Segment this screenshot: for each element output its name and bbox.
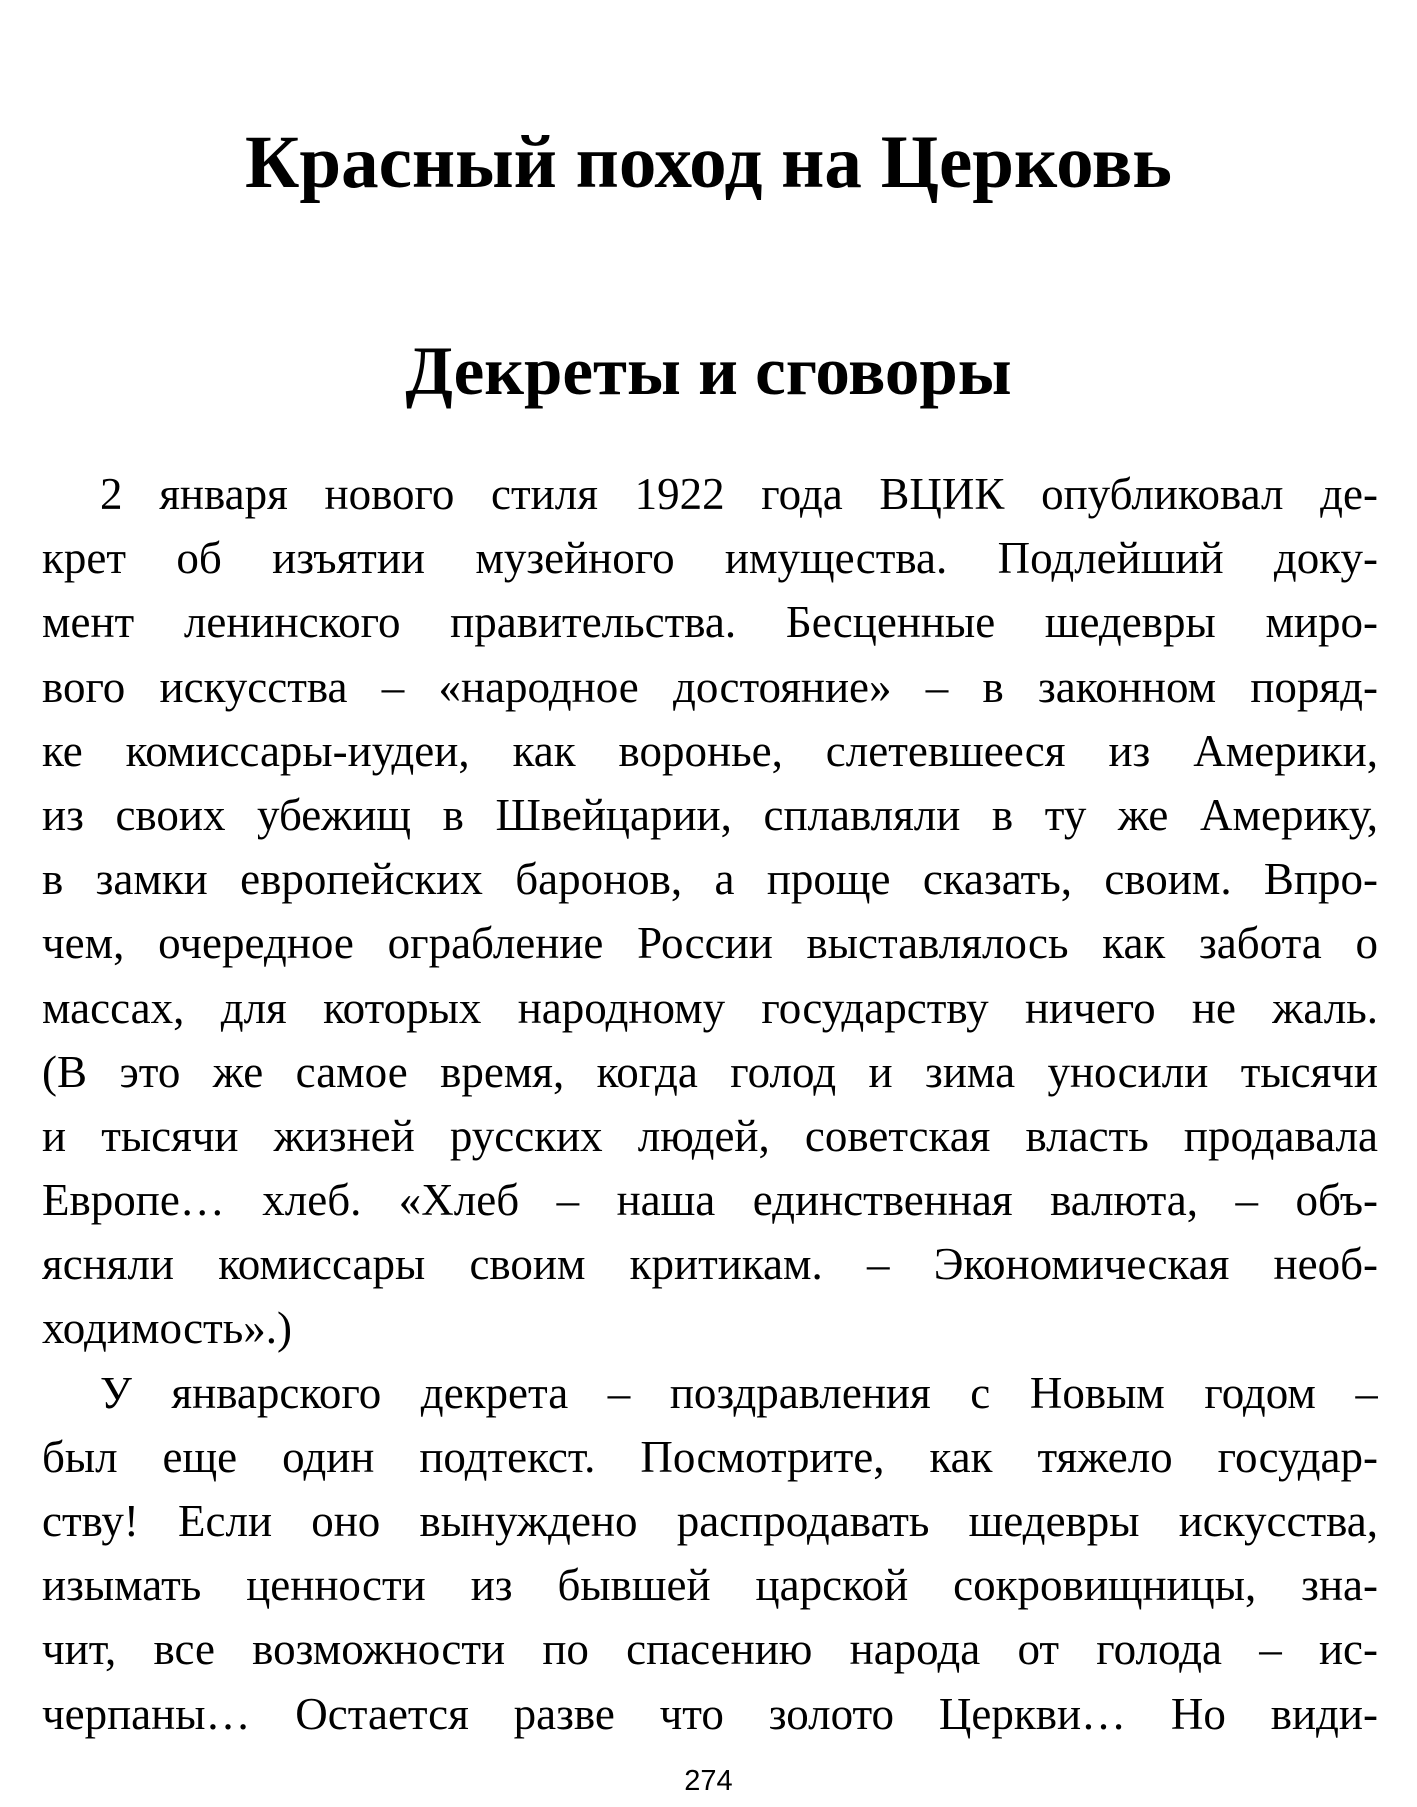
text-line: вого искусства – «народное достояние» – в законном поряд-: [42, 661, 1378, 712]
text-line: ходимость».): [42, 1303, 292, 1354]
page-number: 274: [684, 1765, 733, 1797]
text-line: изымать ценности из бывшей царской сокровищницы, зна-: [42, 1560, 1378, 1611]
text-line: в замки европейских баронов, а проще сказать, своим. Впро-: [42, 854, 1378, 905]
text-line: ке комиссары-иудеи, как воронье, слетевшееся из Америки,: [42, 725, 1378, 776]
text-line: был еще один подтекст. Посмотрите, как тяжело государ-: [42, 1431, 1378, 1482]
paragraph-1: [42, 462, 1378, 1361]
chapter-title: Красный поход на Церковь: [245, 121, 1172, 204]
text-line: из своих убежищ в Швейцарии, сплавляли в ту же Америку,: [42, 789, 1378, 840]
text-line: массах, для которых народному государству ничего не жаль.: [42, 982, 1378, 1033]
text-line: (В это же самое время, когда голод и зима уносили тысячи: [42, 1046, 1378, 1097]
text-line: Европе… хлеб. «Хлеб – наша единственная валюта, – объ-: [42, 1175, 1378, 1226]
section-title: Декреты и сговоры: [405, 333, 1012, 409]
text-line: чит, все возможности по спасению народа от голода – ис-: [42, 1624, 1378, 1675]
text-line: ству! Если оно вынуждено распродавать шедевры искусства,: [42, 1496, 1378, 1546]
paragraph-2: [42, 1361, 1378, 1746]
text-line: У январского декрета – поздравления с Новым годом –: [100, 1367, 1378, 1418]
text-line: мент ленинского правительства. Бесценные шедевры миро-: [42, 597, 1378, 648]
text-line: чем, очередное ограбление России выставлялось как забота о: [42, 918, 1378, 969]
text-line: крет об изъятии музейного имущества. Подлейший доку-: [42, 533, 1378, 584]
text-line: и тысячи жизней русских людей, советская власть продавала: [42, 1110, 1378, 1161]
text-line: черпаны… Остается разве что золото Церкви… Но види-: [42, 1688, 1378, 1739]
text-line: 2 января нового стиля 1922 года ВЦИК опубликовал де-: [100, 469, 1378, 519]
body-text: [42, 462, 1378, 1746]
text-line: ясняли комиссары своим критикам. – Экономическая необ-: [42, 1239, 1378, 1290]
